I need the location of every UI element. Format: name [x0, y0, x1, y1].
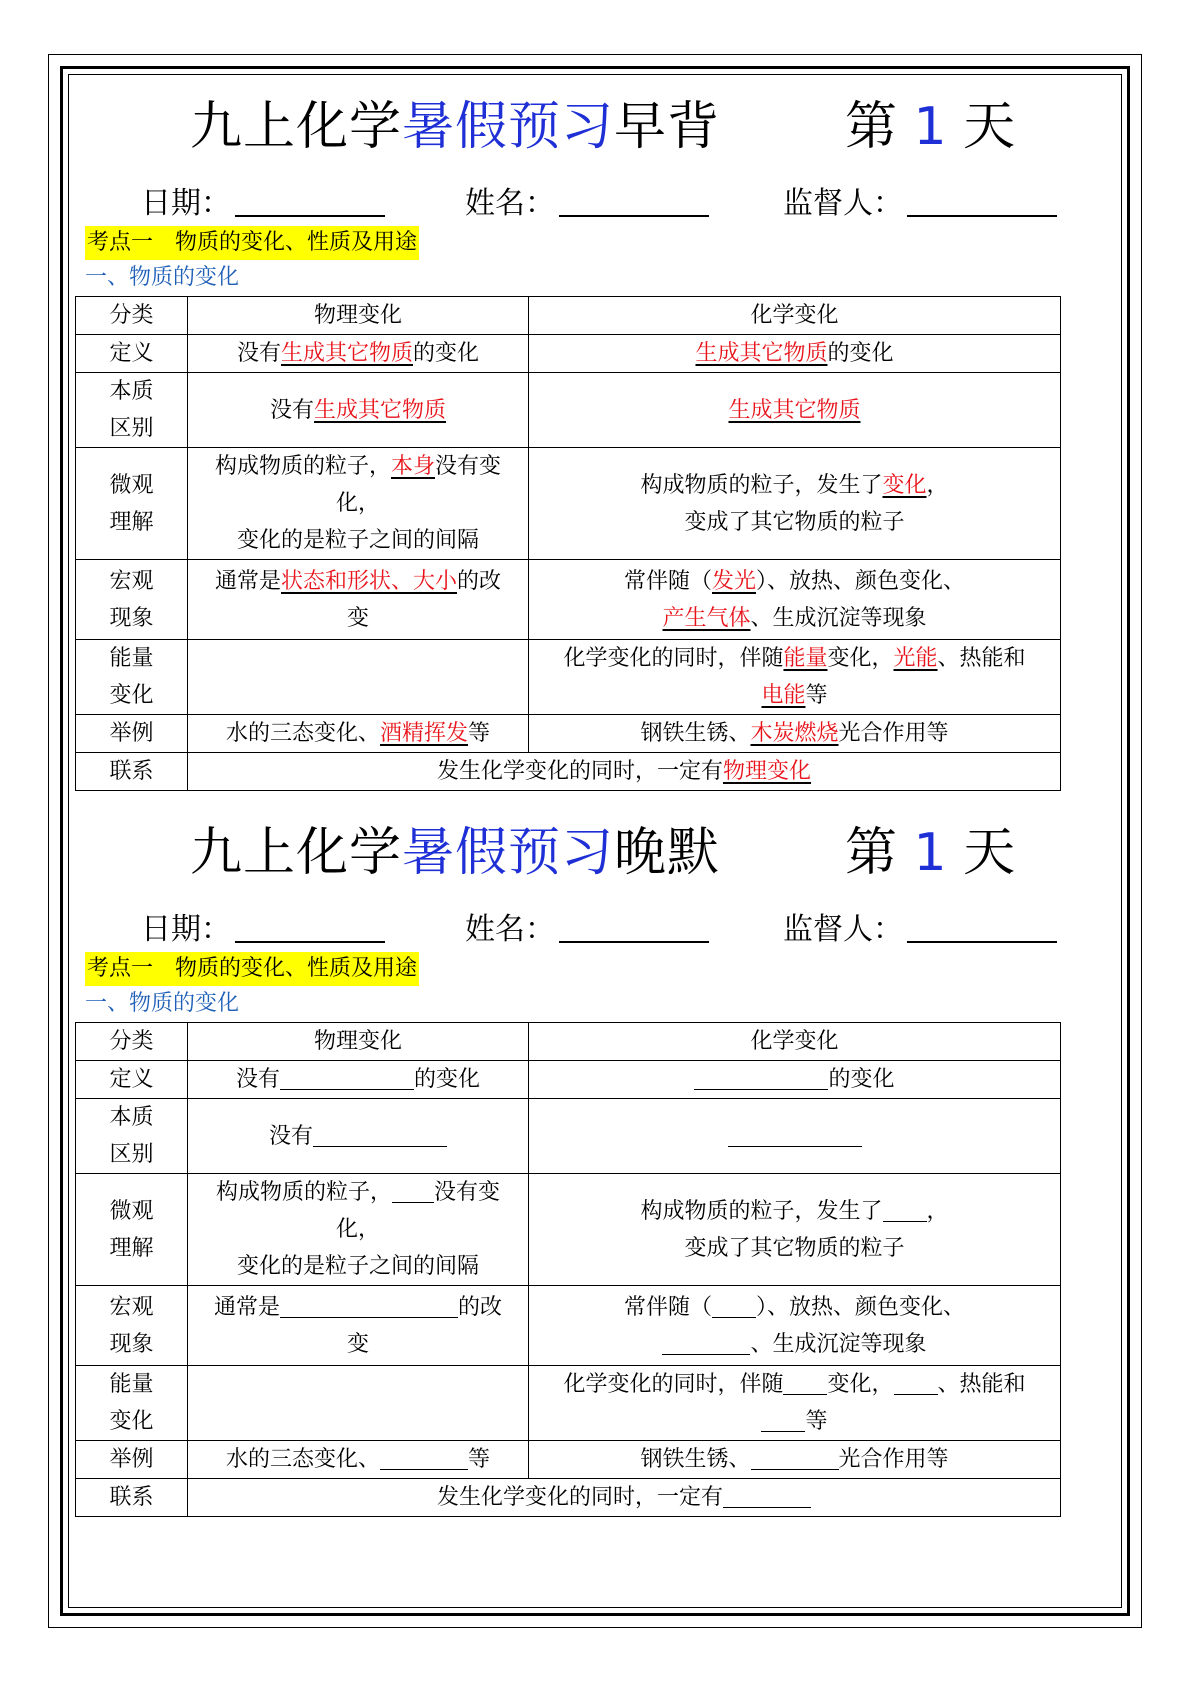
- chemical-cell: [529, 1174, 1061, 1286]
- text: 水的三态变化、: [225, 1447, 380, 1472]
- text: ，: [926, 472, 949, 498]
- chemical-cell: [529, 715, 1061, 753]
- text: 发生化学变化的同时，一定有: [436, 759, 723, 784]
- text: 没有: [235, 1067, 280, 1092]
- day-suffix: 天: [946, 97, 1016, 157]
- table-row-example: [76, 1441, 1061, 1479]
- day-label: [845, 814, 1015, 892]
- table-row-essence: [76, 373, 1061, 448]
- text: 变: [346, 1331, 369, 1357]
- table-row-energy: [76, 1366, 1061, 1441]
- name-field[interactable]: [465, 904, 709, 948]
- chemical-cell: [529, 1366, 1061, 1441]
- label-line: 本质: [109, 379, 154, 404]
- answer: 本身: [390, 454, 435, 479]
- text: 变成了其它物质的粒子: [684, 1235, 905, 1261]
- title-row: [75, 814, 1060, 892]
- row-label: 定义: [76, 1061, 188, 1099]
- answer-blank[interactable]: [712, 1289, 756, 1318]
- label-line: 微观: [109, 472, 154, 498]
- evening-section: [75, 814, 1060, 1517]
- text: 的改: [457, 568, 502, 594]
- table-row-relation: [76, 753, 1061, 791]
- physical-cell: [188, 715, 529, 753]
- text: 化，: [335, 1217, 380, 1242]
- table-row-micro: [76, 1174, 1061, 1286]
- text: 没有: [236, 341, 281, 366]
- chemical-cell: [529, 1099, 1061, 1174]
- physical-cell: [188, 373, 529, 448]
- answer: 变化: [882, 472, 927, 498]
- answer: 生成其它物质: [695, 341, 828, 366]
- answer-blank[interactable]: [280, 1061, 414, 1090]
- header-category: 分类: [76, 297, 188, 335]
- answer: 木炭燃烧: [750, 721, 839, 746]
- table-row-macro: [76, 1286, 1061, 1366]
- text: 的变化: [827, 341, 894, 366]
- supervisor-blank[interactable]: [907, 911, 1057, 943]
- text: ，: [926, 1198, 949, 1224]
- text: 化学变化的同时，伴随: [563, 1372, 784, 1397]
- supervisor-field[interactable]: [783, 904, 1057, 948]
- physical-cell: [188, 560, 529, 640]
- label-line: 微观: [109, 1198, 154, 1224]
- answer: 生成其它物质: [728, 397, 861, 423]
- physical-cell: [188, 1441, 529, 1479]
- header-chemical: 化学变化: [529, 1023, 1061, 1061]
- day-prefix: 第: [845, 97, 914, 157]
- text: 构成物质的粒子，: [215, 1180, 392, 1205]
- answer: 发光: [711, 568, 756, 594]
- header-category: 分类: [76, 1023, 188, 1061]
- name-field[interactable]: [465, 178, 709, 222]
- text: 变化的是粒子之间的间隔: [236, 528, 479, 553]
- date-blank[interactable]: [235, 185, 385, 217]
- row-label: [76, 1099, 188, 1174]
- relation-cell: [188, 753, 1061, 791]
- text: 构成物质的粒子，: [214, 454, 391, 479]
- row-label: [76, 1174, 188, 1286]
- text: 没有变: [434, 1180, 501, 1205]
- subsection-heading: 一、物质的变化: [85, 265, 240, 290]
- text: 光合作用等: [838, 1447, 949, 1472]
- physical-cell: [188, 335, 529, 373]
- answer-blank[interactable]: [662, 1326, 750, 1355]
- title-suffix: 晚默: [614, 823, 721, 883]
- row-label: [76, 560, 188, 640]
- table-row-definition: [76, 1061, 1061, 1099]
- row-label: [76, 640, 188, 715]
- supervisor-label: 监督人：: [783, 186, 903, 221]
- physical-cell: [188, 1061, 529, 1099]
- answer: 能量: [783, 646, 828, 671]
- info-row: [75, 166, 1060, 226]
- chemical-cell: [529, 448, 1061, 560]
- title-highlight: 暑假预习: [402, 97, 615, 157]
- label-line: 现象: [109, 1331, 154, 1357]
- row-label: [76, 448, 188, 560]
- text: 等: [805, 683, 828, 708]
- label-line: 宏观: [109, 568, 154, 594]
- row-label: [76, 1366, 188, 1441]
- day-prefix: 第: [845, 823, 914, 883]
- text: 钢铁生锈、: [640, 1447, 751, 1472]
- physical-cell: [188, 448, 529, 560]
- chemical-cell: [529, 640, 1061, 715]
- table-row-macro: [76, 560, 1061, 640]
- answer: 生成其它物质: [280, 341, 413, 366]
- chemical-cell: [529, 1441, 1061, 1479]
- label-line: 区别: [109, 1142, 154, 1167]
- table-header-row: [76, 1023, 1061, 1061]
- label-line: 变化: [109, 1409, 154, 1434]
- header-physical: 物理变化: [188, 297, 529, 335]
- label-line: 理解: [109, 509, 154, 535]
- text: 没有变: [435, 454, 502, 479]
- page-title: [190, 88, 720, 166]
- topic-heading: 考点一 物质的变化、性质及用途: [85, 226, 419, 260]
- label-line: 能量: [109, 1372, 154, 1397]
- text: 变成了其它物质的粒子: [684, 509, 905, 535]
- title-row: [75, 88, 1060, 166]
- comparison-table: [75, 1022, 1061, 1517]
- answer-blank[interactable]: [380, 1441, 468, 1470]
- title-highlight: 暑假预习: [402, 823, 615, 883]
- day-number: 1: [913, 823, 947, 883]
- row-label: 举例: [76, 715, 188, 753]
- answer: 状态和形状、大小: [280, 568, 457, 594]
- text: 的变化: [413, 341, 480, 366]
- name-label: 姓名：: [465, 186, 555, 221]
- date-field[interactable]: [141, 178, 385, 222]
- text: 变化的是粒子之间的间隔: [236, 1254, 479, 1279]
- label-line: 本质: [109, 1105, 154, 1130]
- day-label: [845, 88, 1015, 166]
- table-row-energy: [76, 640, 1061, 715]
- text: 构成物质的粒子，发生了: [640, 1198, 883, 1224]
- text: 没有: [269, 397, 314, 423]
- label-line: 现象: [109, 605, 154, 631]
- answer: 物理变化: [723, 759, 812, 784]
- answer: 产生气体: [662, 605, 751, 631]
- text: ）、放热、颜色变化、: [756, 1294, 966, 1320]
- name-blank[interactable]: [559, 911, 709, 943]
- text: 化，: [335, 491, 380, 516]
- row-label: [76, 373, 188, 448]
- title-suffix: 早背: [614, 97, 721, 157]
- answer-blank[interactable]: [761, 1403, 805, 1432]
- physical-cell: [188, 1174, 529, 1286]
- text: 钢铁生锈、: [640, 721, 751, 746]
- text: 光合作用等: [838, 721, 949, 746]
- row-label: 定义: [76, 335, 188, 373]
- day-number: 1: [913, 97, 947, 157]
- info-row: [75, 892, 1060, 952]
- answer: 电能: [761, 683, 806, 708]
- chemical-cell: [529, 1286, 1061, 1366]
- text: 、热能和: [937, 646, 1026, 671]
- answer: 酒精挥发: [379, 721, 468, 746]
- answer-blank[interactable]: [392, 1174, 434, 1203]
- page-title: [190, 814, 720, 892]
- supervisor-label: 监督人：: [783, 912, 903, 947]
- text: 、生成沉淀等现象: [750, 1331, 927, 1357]
- table-row-example: [76, 715, 1061, 753]
- topic-heading: 考点一 物质的变化、性质及用途: [85, 952, 419, 986]
- answer-blank[interactable]: [694, 1061, 828, 1090]
- table-row-relation: [76, 1479, 1061, 1517]
- chemical-cell: [529, 560, 1061, 640]
- table-row-micro: [76, 448, 1061, 560]
- supervisor-field[interactable]: [783, 178, 1057, 222]
- title-prefix: 九上化学: [190, 97, 403, 157]
- answer-blank[interactable]: [883, 1193, 927, 1222]
- row-label: 举例: [76, 1441, 188, 1479]
- supervisor-blank[interactable]: [907, 185, 1057, 217]
- text: 等: [468, 1447, 491, 1472]
- physical-cell: [188, 640, 529, 715]
- text: 的改: [458, 1294, 503, 1320]
- text: 的变化: [828, 1067, 895, 1092]
- answer-blank[interactable]: [894, 1366, 938, 1395]
- row-label: 联系: [76, 1479, 188, 1517]
- physical-cell: [188, 1099, 529, 1174]
- answer-blank[interactable]: [313, 1118, 447, 1147]
- morning-section: [75, 88, 1060, 791]
- answer-blank[interactable]: [751, 1441, 839, 1470]
- physical-cell: [188, 1286, 529, 1366]
- answer-blank[interactable]: [280, 1289, 458, 1318]
- row-label: 联系: [76, 753, 188, 791]
- table-header-row: [76, 297, 1061, 335]
- text: 通常是: [214, 568, 281, 594]
- text: 变化，: [827, 646, 894, 671]
- answer: 生成其它物质: [314, 397, 447, 423]
- answer-blank[interactable]: [728, 1118, 862, 1147]
- chemical-cell: [529, 1061, 1061, 1099]
- text: 等: [468, 721, 491, 746]
- text: 通常是: [213, 1294, 280, 1320]
- title-prefix: 九上化学: [190, 823, 403, 883]
- label-line: 区别: [109, 416, 154, 441]
- date-label: 日期：: [141, 186, 231, 221]
- table-row-essence: [76, 1099, 1061, 1174]
- name-label: 姓名：: [465, 912, 555, 947]
- comparison-table: [75, 296, 1061, 791]
- text: 常伴随（: [623, 1294, 712, 1320]
- physical-cell: [188, 1366, 529, 1441]
- header-physical: 物理变化: [188, 1023, 529, 1061]
- label-line: 能量: [109, 646, 154, 671]
- date-blank[interactable]: [235, 911, 385, 943]
- answer-blank[interactable]: [783, 1366, 827, 1395]
- text: 变: [346, 605, 369, 631]
- label-line: 变化: [109, 683, 154, 708]
- day-suffix: 天: [946, 823, 1016, 883]
- text: ）、放热、颜色变化、: [756, 568, 966, 594]
- date-label: 日期：: [141, 912, 231, 947]
- label-line: 理解: [109, 1235, 154, 1261]
- text: 等: [805, 1409, 828, 1434]
- subsection-heading: 一、物质的变化: [85, 991, 240, 1016]
- text: 构成物质的粒子，发生了: [640, 472, 883, 498]
- label-line: 宏观: [109, 1294, 154, 1320]
- answer-blank[interactable]: [723, 1479, 811, 1508]
- text: 变化，: [827, 1372, 894, 1397]
- text: 化学变化的同时，伴随: [563, 646, 784, 671]
- text: 的变化: [414, 1067, 481, 1092]
- chemical-cell: [529, 335, 1061, 373]
- name-blank[interactable]: [559, 185, 709, 217]
- text: 常伴随（: [623, 568, 712, 594]
- row-label: [76, 1286, 188, 1366]
- header-chemical: 化学变化: [529, 297, 1061, 335]
- text: 、生成沉淀等现象: [750, 605, 927, 631]
- chemical-cell: [529, 373, 1061, 448]
- text: 、热能和: [937, 1372, 1026, 1397]
- text: 没有: [268, 1123, 313, 1149]
- date-field[interactable]: [141, 904, 385, 948]
- relation-cell: [188, 1479, 1061, 1517]
- text: 水的三态变化、: [225, 721, 380, 746]
- table-row-definition: [76, 335, 1061, 373]
- answer: 光能: [893, 646, 938, 671]
- text: 发生化学变化的同时，一定有: [436, 1485, 723, 1510]
